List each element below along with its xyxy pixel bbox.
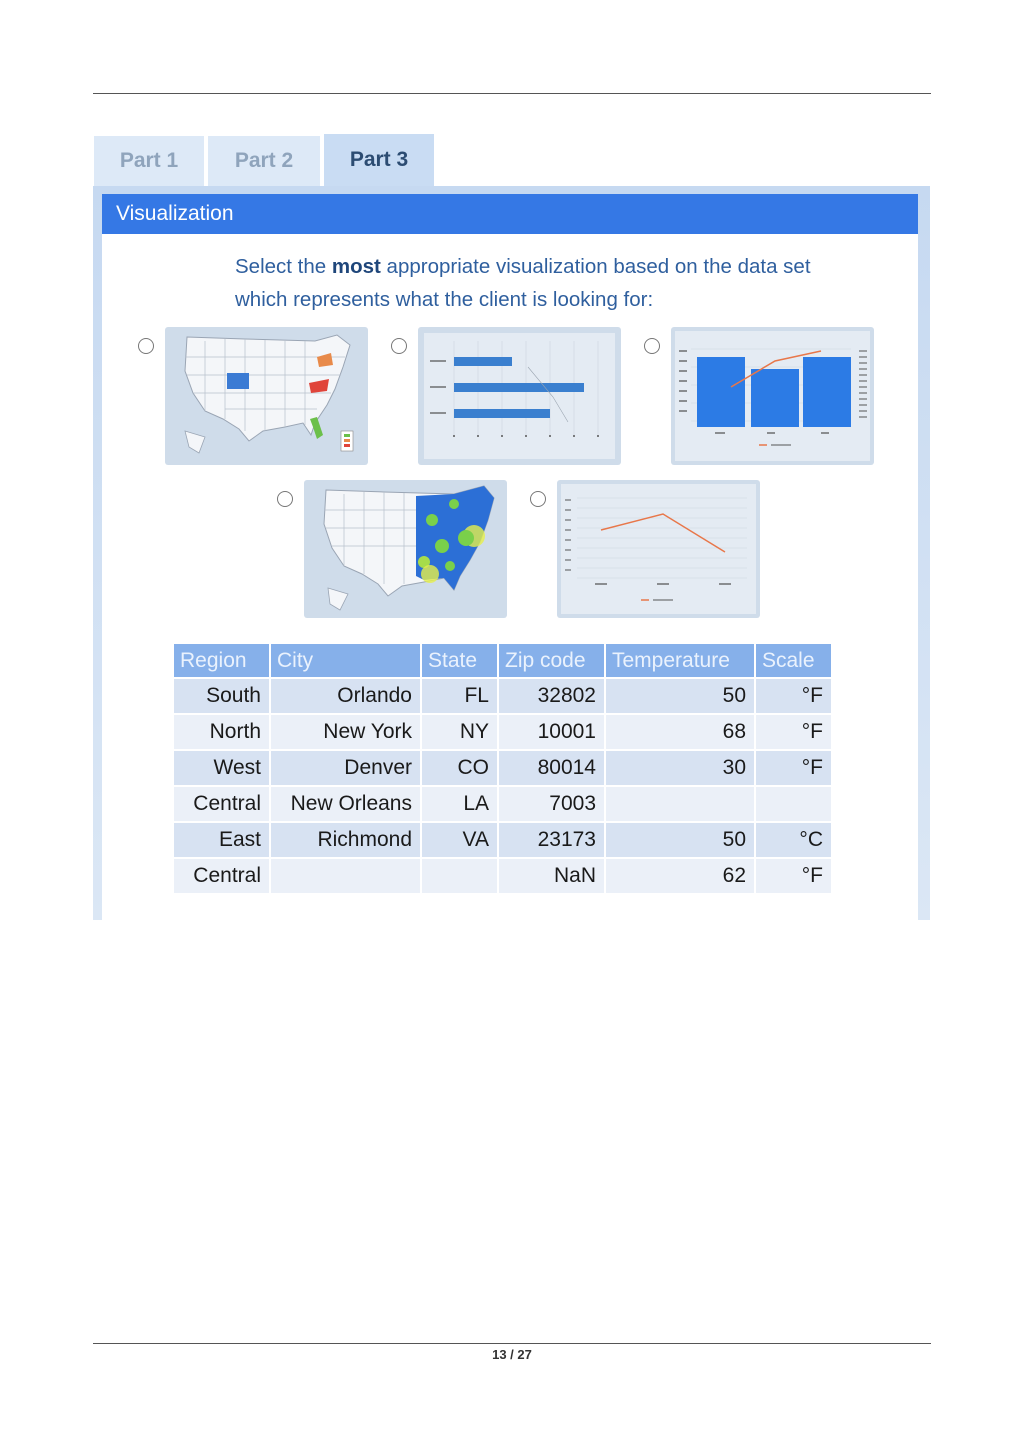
cell-scale	[756, 787, 831, 821]
option-4-thumbnail[interactable]	[304, 480, 507, 618]
header-zip-code: Zip code	[499, 644, 604, 677]
bottom-rule	[93, 1343, 931, 1344]
tab-part-3[interactable]: Part 3	[324, 134, 434, 186]
tab-part-1[interactable]: Part 1	[94, 136, 204, 186]
cell-scale: °F	[756, 859, 831, 893]
cell-scale: °F	[756, 751, 831, 785]
cell-city	[271, 859, 420, 893]
header-state: State	[422, 644, 497, 677]
panel-title: Visualization	[102, 194, 918, 234]
data-table	[172, 642, 833, 895]
top-rule	[93, 93, 931, 94]
cell-state	[422, 859, 497, 893]
us-map-bubble-chart-icon	[304, 480, 507, 618]
cell-temperature: 50	[606, 823, 754, 857]
cell-scale: °F	[756, 679, 831, 713]
cell-zip-code: 80014	[499, 751, 604, 785]
option-3-thumbnail[interactable]	[671, 327, 874, 465]
cell-zip-code: NaN	[499, 859, 604, 893]
cell-state: VA	[422, 823, 497, 857]
option-1-radio[interactable]	[138, 338, 154, 354]
cell-state: CO	[422, 751, 497, 785]
question-text	[235, 250, 835, 316]
cell-region: Central	[174, 787, 269, 821]
cell-zip-code: 23173	[499, 823, 604, 857]
header-scale: Scale	[756, 644, 831, 677]
table-row	[174, 679, 831, 713]
cell-temperature	[606, 787, 754, 821]
option-2-thumbnail[interactable]	[418, 327, 621, 465]
us-map-highlighted-states-icon	[165, 327, 368, 465]
question-pre: Select the	[235, 255, 332, 278]
table-row	[174, 715, 831, 749]
visualization-panel	[93, 186, 930, 920]
option-5-thumbnail[interactable]	[557, 480, 760, 618]
cell-state: FL	[422, 679, 497, 713]
cell-region: East	[174, 823, 269, 857]
option-2-radio[interactable]	[391, 338, 407, 354]
cell-zip-code: 7003	[499, 787, 604, 821]
page-number: 13 / 27	[492, 1347, 532, 1362]
cell-region: West	[174, 751, 269, 785]
cell-state: NY	[422, 715, 497, 749]
header-temperature: Temperature	[606, 644, 754, 677]
table-header-row	[174, 644, 831, 677]
horizontal-bar-chart-icon	[418, 327, 621, 465]
line-chart-icon	[557, 480, 760, 618]
table-row	[174, 751, 831, 785]
cell-region: North	[174, 715, 269, 749]
cell-city: Denver	[271, 751, 420, 785]
cell-state: LA	[422, 787, 497, 821]
cell-temperature: 62	[606, 859, 754, 893]
option-3-radio[interactable]	[644, 338, 660, 354]
table-row	[174, 787, 831, 821]
cell-zip-code: 10001	[499, 715, 604, 749]
cell-city: Richmond	[271, 823, 420, 857]
cell-city: Orlando	[271, 679, 420, 713]
cell-temperature: 30	[606, 751, 754, 785]
cell-city: New Orleans	[271, 787, 420, 821]
table-row	[174, 823, 831, 857]
cell-temperature: 50	[606, 679, 754, 713]
question-bold: most	[331, 255, 381, 278]
cell-zip-code: 32802	[499, 679, 604, 713]
table-row	[174, 859, 831, 893]
cell-scale: °C	[756, 823, 831, 857]
option-5-radio[interactable]	[530, 491, 546, 507]
tab-part-2[interactable]: Part 2	[208, 136, 320, 186]
bar-and-line-combo-chart-icon	[671, 327, 874, 465]
cell-city: New York	[271, 715, 420, 749]
option-4-radio[interactable]	[277, 491, 293, 507]
panel-content	[102, 194, 918, 920]
cell-region: South	[174, 679, 269, 713]
cell-scale: °F	[756, 715, 831, 749]
cell-temperature: 68	[606, 715, 754, 749]
option-1-thumbnail[interactable]	[165, 327, 368, 465]
cell-region: Central	[174, 859, 269, 893]
header-region: Region	[174, 644, 269, 677]
question-post: appropriate visualization based on the data set which represents what the client is looking for:	[235, 255, 811, 311]
header-city: City	[271, 644, 420, 677]
